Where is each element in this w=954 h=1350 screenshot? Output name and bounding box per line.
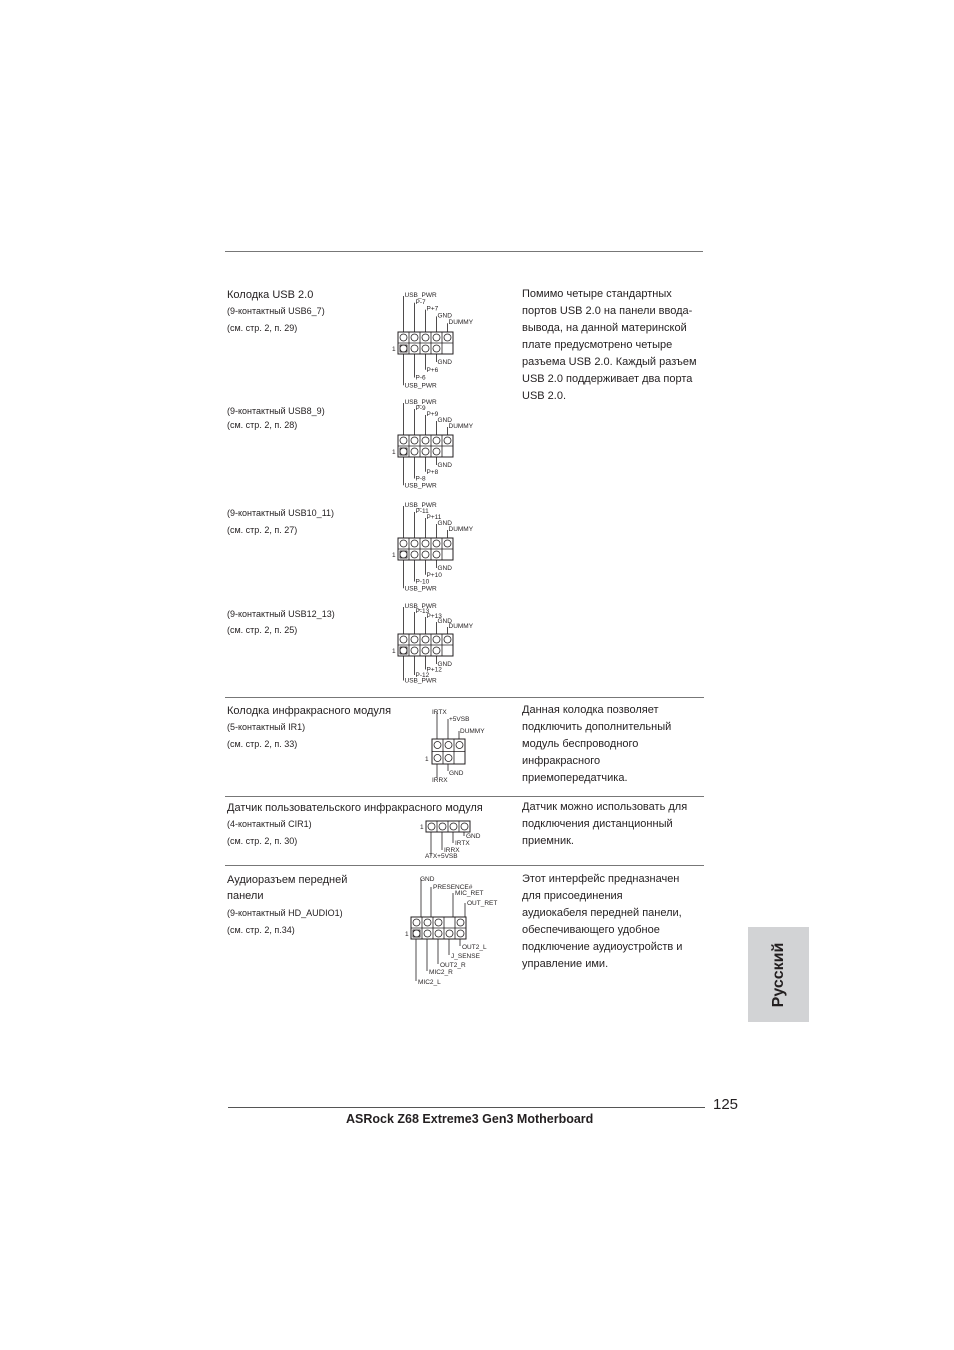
pin1-label: 1	[425, 756, 429, 763]
pin-label: USB_PWR	[404, 482, 437, 490]
pin-circle	[445, 742, 452, 749]
pin-label: USB_PWR	[404, 399, 437, 406]
pin-label: J_SENSE	[451, 953, 480, 960]
pin-circle	[411, 647, 418, 654]
pin-label: GND	[466, 833, 481, 840]
usb-title: Колодка USB 2.0	[227, 289, 314, 301]
cir-desc-line: приемник.	[522, 835, 574, 847]
pin-circle	[428, 823, 435, 830]
pin-circle	[400, 647, 407, 654]
divider-audio	[225, 865, 704, 866]
pin-circle	[422, 345, 429, 352]
cir-title: Датчик пользовательского инфракрасного модуля	[227, 802, 483, 814]
pin-label: P-11	[415, 508, 429, 515]
pin-circle	[411, 334, 418, 341]
pin-circle	[411, 448, 418, 455]
pin-circle	[422, 448, 429, 455]
pin-label: P-13	[415, 608, 430, 615]
usb-desc-line: USB 2.0 поддерживает два порта	[522, 373, 693, 385]
cir-header-diagram	[420, 818, 485, 862]
usb89-pins: (9-контактный USB8_9)	[227, 406, 325, 416]
pin-circle	[433, 540, 440, 547]
usb-desc-line: вывода, на данной материнской	[522, 322, 687, 334]
ir-title: Колодка инфракрасного модуля	[227, 705, 392, 717]
audio-ref: (см. стр. 2, п.34)	[227, 925, 295, 935]
usb89-header-diagram	[392, 397, 482, 494]
pin-circle	[444, 540, 451, 547]
pin1-label: 1	[392, 552, 396, 559]
pin-label: IRRX	[444, 847, 460, 854]
pin-circle	[413, 930, 420, 937]
hd-audio-header-diagram	[405, 872, 505, 990]
usb-description	[522, 286, 707, 405]
pin-label: USB_PWR	[404, 292, 437, 299]
audio-desc-line: обеспечивающего удобное	[522, 924, 660, 936]
ir-desc-line: приемопередатчика.	[522, 772, 628, 784]
pin-label: USB_PWR	[404, 502, 437, 509]
cir-ref: (см. стр. 2, п. 30)	[227, 836, 298, 846]
pin-circle	[433, 551, 440, 558]
pin-label: IRTX	[432, 709, 447, 716]
pin-label: PRESENCE#	[433, 884, 473, 891]
pin-circle	[434, 755, 441, 762]
pin-label: GND	[420, 876, 435, 883]
pin-label: OUT2_R	[440, 962, 466, 969]
pin-circle	[400, 345, 407, 352]
pin-circle	[411, 345, 418, 352]
pin-label: P+10	[426, 571, 442, 579]
pin-circle	[444, 636, 451, 643]
cir-desc-line: Датчик можно использовать для	[522, 801, 688, 813]
divider-cir	[225, 796, 704, 797]
pin-label: DUMMY	[460, 728, 485, 735]
pin-label: OUT_RET	[467, 900, 498, 907]
pin-label: P-8	[415, 475, 426, 483]
pin-label: GND	[437, 520, 452, 527]
pin-label: GND	[437, 565, 452, 572]
usb67-pins: (9-контактный USB6_7)	[227, 306, 325, 316]
pin1-label: 1	[392, 648, 396, 655]
pin-circle	[411, 540, 418, 547]
audio-title-line2: панели	[227, 890, 264, 902]
usb1213-ref: (см. стр. 2, п. 25)	[227, 625, 298, 635]
pin-label: IRRX	[432, 777, 448, 784]
pin-circle	[433, 636, 440, 643]
top-rule	[225, 251, 703, 252]
pin-circle	[400, 437, 407, 444]
page-number: 125	[713, 1096, 739, 1113]
pin-label: DUMMY	[448, 623, 474, 630]
pin-label: GND	[437, 462, 452, 469]
pin-circle	[400, 334, 407, 341]
pin-label: OUT2_L	[462, 944, 487, 951]
pin-label: P+13	[426, 613, 442, 620]
divider-ir	[225, 697, 704, 698]
pin-circle	[435, 919, 442, 926]
audio-desc-line: для присоединения	[522, 890, 623, 902]
pin-label: P-10	[415, 578, 430, 586]
audio-pins: (9-контактный HD_AUDIO1)	[227, 908, 343, 918]
ir-desc-line: Данная колодка позволяет	[522, 704, 659, 716]
pin-circle	[422, 437, 429, 444]
usb67-header-diagram	[392, 290, 482, 395]
usb89-ref: (см. стр. 2, п. 28)	[227, 420, 298, 430]
usb1011-header-diagram	[392, 500, 482, 597]
pin-label: DUMMY	[448, 319, 474, 327]
pin-label: P-9	[415, 405, 426, 412]
pin-label: P+9	[426, 411, 439, 418]
pin-circle	[422, 540, 429, 547]
pin-label: P-7	[415, 298, 426, 306]
pin-circle	[445, 755, 452, 762]
pin-circle	[457, 930, 464, 937]
pin-circle	[433, 334, 440, 341]
pin-circle	[422, 551, 429, 558]
ir-desc-line: инфракрасного	[522, 755, 601, 767]
pin-label: USB_PWR	[404, 677, 437, 685]
pin-circle	[450, 823, 457, 830]
pin-label: USB_PWR	[404, 382, 437, 390]
pin-label: P+11	[426, 514, 442, 521]
pin-label: MIC2_L	[418, 979, 441, 986]
pin-label: P+8	[426, 468, 439, 476]
audio-title-line1: Аудиоразъем передней	[227, 874, 348, 886]
audio-desc-line: подключение аудиоустройств и	[522, 941, 683, 953]
pin-label: P-6	[415, 374, 426, 382]
pin-label: GND	[437, 312, 452, 320]
audio-desc-line: аудиокабеля передней панели,	[522, 907, 682, 919]
usb1011-ref: (см. стр. 2, п. 27)	[227, 525, 298, 535]
pin-label: GND	[449, 770, 464, 777]
pin-label: MIC2_R	[429, 969, 453, 976]
ir-ref: (см. стр. 2, п. 33)	[227, 739, 298, 749]
cir-pins: (4-контактный CIR1)	[227, 819, 312, 829]
pin-label: GND	[437, 417, 452, 424]
language-tab-label: Русский	[769, 942, 787, 1007]
cir-desc-line: подключения дистанционный	[522, 818, 673, 830]
pin-circle	[411, 437, 418, 444]
usb-desc-line: USB 2.0.	[522, 390, 567, 402]
ir-pins: (5-контактный IR1)	[227, 722, 306, 732]
pin-circle	[434, 742, 441, 749]
pin-circle	[400, 540, 407, 547]
pin-circle	[400, 636, 407, 643]
pin-circle	[457, 919, 464, 926]
pin-label: DUMMY	[448, 526, 474, 533]
footer-rule	[228, 1107, 705, 1108]
pin-label: +5VSB	[449, 716, 470, 723]
pin-circle	[439, 823, 446, 830]
usb67-ref: (см. стр. 2, п. 29)	[227, 323, 298, 333]
usb-desc-line: портов USB 2.0 на панели ввода-	[522, 305, 693, 317]
ir-desc-line: модуль беспроводного	[522, 738, 639, 750]
usb-desc-line: Помимо четыре стандартных	[522, 288, 672, 300]
pin-circle	[433, 448, 440, 455]
language-tab	[748, 927, 809, 1022]
pin-circle	[444, 334, 451, 341]
pin-circle	[411, 636, 418, 643]
pin-label: P-12	[415, 672, 430, 679]
pin-label: ATX+5VSB	[425, 853, 458, 860]
usb-desc-line: плате предусмотрено четыре	[522, 339, 673, 351]
pin-circle	[411, 551, 418, 558]
ir-header-diagram	[422, 705, 497, 787]
pin1-label: 1	[420, 824, 424, 831]
ir-description	[522, 702, 707, 787]
audio-desc-line: Этот интерфейс предназначен	[522, 873, 680, 885]
pin1-label: 1	[392, 346, 396, 353]
pin-circle	[433, 437, 440, 444]
pin-circle	[456, 742, 463, 749]
pin-label: DUMMY	[448, 423, 474, 430]
pin-circle	[424, 930, 431, 937]
pin-label: GND	[437, 359, 452, 366]
pin-circle	[400, 448, 407, 455]
usb1213-pins: (9-контактный USB12_13)	[227, 609, 335, 619]
pin1-label: 1	[405, 931, 409, 938]
pin1-label: 1	[392, 449, 396, 456]
ir-desc-line: подключить дополнительный	[522, 721, 672, 733]
pin-circle	[433, 345, 440, 352]
pin-circle	[413, 919, 420, 926]
usb1011-pins: (9-контактный USB10_11)	[227, 508, 335, 518]
pin-circle	[422, 636, 429, 643]
pin-label: P+7	[426, 305, 439, 313]
pin-circle	[400, 551, 407, 558]
cir-description	[522, 799, 707, 850]
pin-circle	[444, 437, 451, 444]
pin-label: IRTX	[455, 840, 470, 847]
pin-circle	[446, 930, 453, 937]
pin-circle	[424, 919, 431, 926]
pin-circle	[422, 647, 429, 654]
pin-circle	[461, 823, 468, 830]
pin-label: USB_PWR	[404, 585, 437, 593]
pin-label: P+6	[426, 366, 439, 374]
usb-desc-line: разъема USB 2.0. Каждый разъем	[522, 356, 697, 368]
pin-label: USB_PWR	[404, 603, 437, 610]
pin-label: GND	[437, 661, 452, 668]
pin-label: P+12	[426, 666, 442, 674]
usb1213-header-diagram	[392, 601, 482, 688]
pin-circle	[435, 930, 442, 937]
footer-title: ASRock Z68 Extreme3 Gen3 Motherboard	[346, 1112, 594, 1126]
audio-description	[522, 871, 707, 973]
audio-desc-line: управление ими.	[522, 958, 609, 970]
pin-circle	[433, 647, 440, 654]
pin-circle	[422, 334, 429, 341]
pin-label: MIC_RET	[455, 890, 484, 897]
pin-label: GND	[437, 618, 452, 625]
